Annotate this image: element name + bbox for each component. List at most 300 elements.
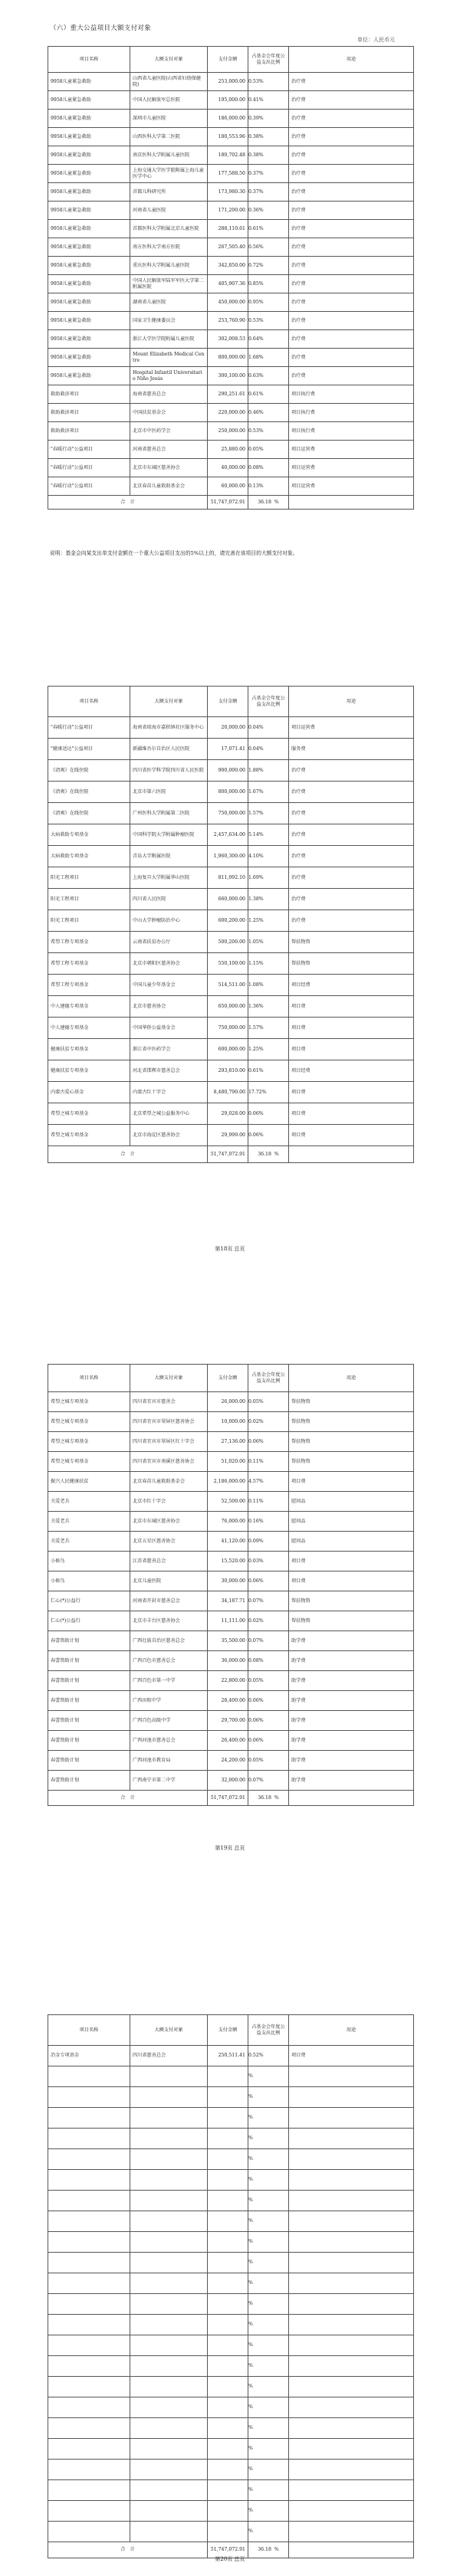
cell-purpose — [289, 2501, 414, 2522]
cell-payee: 深圳市儿童医院 — [130, 110, 208, 128]
table-row — [48, 2232, 414, 2253]
cell-purpose: 帮扶物资 — [289, 1432, 414, 1452]
ratio-value: 0.53 — [248, 317, 259, 323]
cell-amount: 650,000.00 — [208, 996, 248, 1018]
cell-ratio — [248, 2335, 289, 2356]
header-ratio: 占基金会年度公益支出比例 — [248, 687, 289, 717]
cell-purpose — [289, 2460, 414, 2480]
cell-amount: 300,100.00 — [208, 367, 248, 385]
cell-payee — [130, 2191, 208, 2211]
ratio-value: 0.05 — [248, 1677, 259, 1683]
percent-sign: % — [258, 1132, 264, 1138]
cell-payee: 北京希望之城公益服务中心 — [130, 1103, 208, 1125]
table-row — [48, 110, 414, 128]
cell-project-name: 春蕾资助计划 — [48, 1631, 130, 1651]
cell-ratio — [248, 717, 289, 739]
table-row — [48, 2066, 414, 2087]
cell-purpose: 治疗费 — [289, 889, 414, 910]
ratio-value: 0.52 — [248, 2053, 259, 2059]
cell-ratio — [248, 293, 289, 312]
cell-ratio — [248, 477, 289, 496]
header-project-name: 项目名称 — [48, 1365, 130, 1392]
table-row — [48, 2273, 414, 2294]
cell-payee — [130, 2480, 208, 2501]
cell-ratio — [248, 910, 289, 932]
header-ratio: 占基金会年度公益支出比例 — [248, 2015, 289, 2046]
table-row — [48, 257, 414, 275]
percent-sign: % — [248, 2115, 253, 2121]
cell-amount: 20,000.00 — [208, 717, 248, 739]
cell-project-name: "春暖行动"公益项目 — [48, 459, 130, 477]
cell-ratio — [248, 2397, 289, 2418]
ratio-value: 1.25 — [248, 1046, 259, 1052]
cell-purpose: 治疗费 — [289, 220, 414, 238]
cell-payee: 中国科学院大学附属肿瘤医院 — [130, 824, 208, 846]
cell-payee: 四川省慈善总会 — [130, 2046, 208, 2066]
cell-project-name — [48, 2232, 130, 2253]
cell-payee — [130, 2460, 208, 2480]
percent-sign: % — [248, 2466, 253, 2473]
table-row — [48, 404, 414, 422]
cell-purpose — [289, 2418, 414, 2439]
percent-sign: % — [258, 483, 264, 489]
percent-sign: % — [248, 2487, 253, 2493]
table-row — [48, 2253, 414, 2273]
cell-project-name: "春暖行动"公益项目 — [48, 717, 130, 739]
cell-ratio — [248, 330, 289, 349]
cell-amount: 186,000.00 — [208, 110, 248, 128]
cell-purpose — [289, 2149, 414, 2170]
table-row — [48, 2211, 414, 2232]
table-row — [48, 2418, 414, 2439]
cell-project-name: 仁心(*)公益行 — [48, 1591, 130, 1611]
percent-sign: % — [258, 1003, 264, 1009]
cell-purpose: 帮扶物资 — [289, 1412, 414, 1432]
percent-sign: % — [258, 1617, 264, 1624]
cell-purpose: 项目经费 — [289, 1060, 414, 1082]
cell-project-name: 希望工程专项基金 — [48, 953, 130, 975]
percent-sign: % — [258, 1657, 264, 1663]
cell-payee — [130, 2335, 208, 2356]
cell-payee: 云南省扶贫办公厅 — [130, 932, 208, 953]
cell-purpose: 治疗费 — [289, 146, 414, 165]
table-row — [48, 1731, 414, 1751]
total-amount: 51,747,072.91 — [208, 2542, 248, 2558]
cell-project-name — [48, 2108, 130, 2129]
table-row — [48, 2315, 414, 2335]
cell-project-name: 中人建德专项基金 — [48, 996, 130, 1018]
cell-ratio — [248, 2108, 289, 2129]
cell-project-name: 9958儿童紧急救助 — [48, 202, 130, 220]
cell-amount: 600,200.00 — [208, 910, 248, 932]
percent-sign: % — [248, 2363, 253, 2369]
cell-purpose: 项目费 — [289, 1125, 414, 1146]
cell-amount: 405,907.36 — [208, 275, 248, 293]
ratio-value: 0.41 — [248, 97, 259, 103]
cell-ratio — [248, 2129, 289, 2149]
table-row — [48, 459, 414, 477]
percent-sign: % — [258, 317, 264, 323]
percent-sign: % — [258, 1518, 264, 1524]
cell-purpose: 项目运营费 — [289, 441, 414, 459]
cell-project-name: 希望之城专项基金 — [48, 1432, 130, 1452]
cell-amount: 267,505.40 — [208, 238, 248, 257]
cell-amount: 342,850.00 — [208, 257, 248, 275]
percent-sign: % — [258, 354, 264, 360]
cell-payee: 广西百色市慈善总会 — [130, 1651, 208, 1671]
cell-purpose: 治疗费 — [289, 238, 414, 257]
cell-purpose — [289, 2480, 414, 2501]
table-row — [48, 275, 414, 293]
total-ratio-value: 36.18 — [258, 1151, 271, 1157]
cell-project-name: 9958儿童紧急救助 — [48, 146, 130, 165]
cell-ratio — [248, 2191, 289, 2211]
cell-ratio — [248, 312, 289, 330]
cell-payee — [130, 2149, 208, 2170]
cell-purpose: 项目费 — [289, 1571, 414, 1591]
table-row — [48, 1018, 414, 1039]
cell-project-name — [48, 2397, 130, 2418]
cell-payee: 首都儿科研究所 — [130, 183, 208, 202]
cell-payee: 北京春苗儿童救助基金会 — [130, 1472, 208, 1492]
cell-payee: 北京春苗儿童救助基金会 — [130, 477, 208, 496]
table-row — [48, 238, 414, 257]
cell-amount: 250,511.41 — [208, 2046, 248, 2066]
cell-payee: 上海复旦大学附属华山医院 — [130, 867, 208, 889]
percent-sign: % — [258, 810, 264, 816]
header-ratio: 占基金会年度公益支出比例 — [248, 1365, 289, 1392]
table-row — [48, 367, 414, 385]
cell-purpose: 助学费 — [289, 1671, 414, 1691]
ratio-value: 0.38 — [248, 152, 259, 158]
cell-project-name: 健康扶贫专项基金 — [48, 1039, 130, 1060]
cell-payee: 河南省开封市慈善总会 — [130, 1591, 208, 1611]
total-label: 合 计 — [48, 1146, 208, 1163]
percent-sign: % — [258, 170, 264, 176]
cell-ratio — [248, 1412, 289, 1432]
cell-project-name: 9958儿童紧急救助 — [48, 257, 130, 275]
cell-amount: 29,028.00 — [208, 1103, 248, 1125]
cell-amount: 76,000.00 — [208, 1512, 248, 1532]
table-row — [48, 1060, 414, 1082]
cell-amount: 17,071.41 — [208, 739, 248, 760]
header-project-name: 项目名称 — [48, 47, 130, 73]
cell-amount — [208, 2418, 248, 2439]
table-row — [48, 953, 414, 975]
cell-project-name: "春暖行动"公益项目 — [48, 477, 130, 496]
table-row — [48, 1125, 414, 1146]
cell-project-name: 希望工程专项基金 — [48, 932, 130, 953]
cell-amount: 51,020.00 — [208, 1452, 248, 1472]
ratio-value: 1.88 — [248, 767, 259, 773]
table-row — [48, 422, 414, 441]
cell-purpose: 项目执行费 — [289, 385, 414, 404]
cell-ratio — [248, 2501, 289, 2522]
cell-payee — [130, 2253, 208, 2273]
cell-amount: 29,700.00 — [208, 1711, 248, 1731]
cell-ratio — [248, 760, 289, 782]
cell-purpose: 帮扶物资 — [289, 953, 414, 975]
table-row — [48, 2377, 414, 2397]
cell-payee: 广西南宁市第二中学 — [130, 1771, 208, 1791]
cell-payee: 北京市丰台区慈善协会 — [130, 1611, 208, 1631]
cell-ratio — [248, 2149, 289, 2170]
table-row — [48, 1651, 414, 1671]
cell-amount: 750,000.00 — [208, 1018, 248, 1039]
cell-purpose: 治疗费 — [289, 846, 414, 867]
cell-amount — [208, 2522, 248, 2542]
cell-purpose: 慰问品 — [289, 1512, 414, 1532]
cell-project-name: 大病救助专项基金 — [48, 846, 130, 867]
percent-sign: % — [258, 831, 264, 837]
cell-purpose: 助学费 — [289, 1711, 414, 1731]
cell-ratio — [248, 1452, 289, 1472]
ratio-value: 0.06 — [248, 1110, 259, 1116]
table-row — [48, 975, 414, 996]
ratio-value: 0.39 — [248, 115, 259, 121]
cell-payee — [130, 2522, 208, 2542]
cell-amount: 250,000.00 — [208, 422, 248, 441]
cell-payee: 河南省慈善总会 — [130, 441, 208, 459]
cell-purpose — [289, 2087, 414, 2108]
cell-payee — [130, 2066, 208, 2087]
cell-project-name: 健康扶贫专项基金 — [48, 1060, 130, 1082]
cell-payee: 上海交通大学医学院附属上海儿童医学中心 — [130, 165, 208, 183]
cell-project-name: 救助救济项目 — [48, 385, 130, 404]
percent-sign: % — [258, 939, 264, 945]
ratio-value: 1.08 — [248, 982, 259, 988]
cell-project-name: 振兴人民健康扶贫 — [48, 1472, 130, 1492]
cell-payee: 广西河池市慈善总会 — [130, 1731, 208, 1751]
cell-amount: 11,111.00 — [208, 1611, 248, 1631]
cell-payee — [130, 2294, 208, 2315]
cell-ratio — [248, 975, 289, 996]
header-payee: 大额支付对象 — [130, 47, 208, 73]
cell-ratio — [248, 257, 289, 275]
cell-ratio — [248, 2066, 289, 2087]
percent-sign: % — [258, 746, 264, 752]
cell-purpose: 帮扶物资 — [289, 932, 414, 953]
cell-ratio — [248, 2046, 289, 2066]
cell-purpose: 治疗费 — [289, 760, 414, 782]
percent-sign: % — [274, 499, 279, 505]
cell-ratio — [248, 404, 289, 422]
ratio-value: 1.25 — [248, 917, 259, 923]
cell-amount — [208, 2232, 248, 2253]
percent-sign: % — [248, 2094, 253, 2100]
cell-project-name: 小候鸟 — [48, 1552, 130, 1571]
cell-project-name — [48, 2273, 130, 2294]
cell-payee: 北京市红十字会 — [130, 1492, 208, 1512]
cell-project-name: 9958儿童紧急救助 — [48, 220, 130, 238]
percent-sign: % — [258, 1046, 264, 1052]
cell-purpose — [289, 2315, 414, 2335]
cell-payee: 北京市慈善协会 — [130, 996, 208, 1018]
cell-purpose: 治疗费 — [289, 824, 414, 846]
cell-ratio — [248, 1631, 289, 1651]
table-row — [48, 202, 414, 220]
table-row — [48, 1671, 414, 1691]
ratio-value: 0.13 — [248, 483, 259, 489]
cell-ratio — [248, 1125, 289, 1146]
cell-ratio — [248, 1432, 289, 1452]
cell-purpose — [289, 2294, 414, 2315]
percent-sign: % — [258, 1398, 264, 1404]
cell-project-name: 《清爽》在线住院 — [48, 782, 130, 803]
cell-ratio — [248, 110, 289, 128]
cell-project-name: 关爱老兵 — [48, 1492, 130, 1512]
percent-sign: % — [258, 874, 264, 880]
page-number: 第18页 总页 — [215, 1246, 245, 1252]
cell-ratio — [248, 2232, 289, 2253]
cell-project-name — [48, 2170, 130, 2191]
header-purpose: 用途 — [289, 1365, 414, 1392]
cell-purpose: 项目运营费 — [289, 717, 414, 739]
percent-sign: % — [258, 1478, 264, 1484]
cell-ratio — [248, 867, 289, 889]
ratio-value: 0.61 — [248, 225, 259, 231]
cell-purpose — [289, 2439, 414, 2460]
ratio-value: 0.16 — [248, 1518, 259, 1524]
cell-payee — [130, 2087, 208, 2108]
percent-sign: % — [248, 2342, 253, 2348]
percent-sign: % — [248, 2156, 253, 2162]
cell-ratio — [248, 2480, 289, 2501]
cell-purpose: 项目费 — [289, 1039, 414, 1060]
table-row — [48, 910, 414, 932]
cell-purpose: 帮扶物资 — [289, 1591, 414, 1611]
cell-ratio — [248, 739, 289, 760]
table-row — [48, 2480, 414, 2501]
table-row — [48, 717, 414, 739]
table-row — [48, 2087, 414, 2108]
ratio-value: 0.02 — [248, 1617, 259, 1624]
ratio-value: 4.10 — [248, 853, 259, 859]
cell-purpose: 治疗费 — [289, 330, 414, 349]
cell-ratio — [248, 1611, 289, 1631]
cell-project-name — [48, 2129, 130, 2149]
cell-purpose — [289, 2170, 414, 2191]
cell-purpose: 助学费 — [289, 1771, 414, 1791]
table-row — [48, 128, 414, 146]
cell-purpose: 助学费 — [289, 1631, 414, 1651]
cell-amount — [208, 2294, 248, 2315]
cell-purpose: 治疗费 — [289, 782, 414, 803]
total-label: 合 计 — [48, 2542, 208, 2558]
cell-project-name: 春蕾资助计划 — [48, 1711, 130, 1731]
cell-project-name: 阳光工程项目 — [48, 889, 130, 910]
cell-project-name: 9958儿童紧急救助 — [48, 349, 130, 367]
cell-purpose: 项目执行费 — [289, 404, 414, 422]
cell-purpose — [289, 2522, 414, 2542]
percent-sign: % — [258, 225, 264, 231]
cell-purpose: 治疗费 — [289, 349, 414, 367]
table-row — [48, 1532, 414, 1552]
table-row — [48, 1492, 414, 1512]
total-ratio — [248, 1791, 289, 1806]
percent-sign: % — [258, 115, 264, 121]
percent-sign: % — [258, 1717, 264, 1723]
cell-ratio — [248, 1512, 289, 1532]
ratio-value: 0.38 — [248, 133, 259, 139]
cell-project-name — [48, 2356, 130, 2377]
percent-sign: % — [258, 1418, 264, 1424]
cell-ratio — [248, 441, 289, 459]
table-header-row — [48, 47, 414, 73]
cell-project-name — [48, 2377, 130, 2397]
ratio-value: 1.36 — [248, 1003, 259, 1009]
header-payee: 大额支付对象 — [130, 687, 208, 717]
percent-sign: % — [258, 1067, 264, 1073]
table-note: 说明：基金会向某支出单支付金额在一个重大公益项目支出的5%以上的，请完善在该项目的大额支付对象。 — [50, 550, 298, 556]
percent-sign: % — [248, 2322, 253, 2328]
ratio-value: 0.61 — [248, 391, 259, 397]
percent-sign: % — [258, 446, 264, 452]
cell-payee: 四川省人民医院 — [130, 889, 208, 910]
header-payee: 大额支付对象 — [130, 2015, 208, 2046]
cell-project-name: 希望之城专项基金 — [48, 1452, 130, 1472]
table-row — [48, 1432, 414, 1452]
cell-purpose: 慰问品 — [289, 1532, 414, 1552]
table-row — [48, 1452, 414, 1472]
cell-amount: 900,000.00 — [208, 760, 248, 782]
payments-table-2 — [48, 686, 414, 1163]
table-row — [48, 2335, 414, 2356]
cell-project-name: 9958儿童紧急救助 — [48, 165, 130, 183]
ratio-value: 0.03 — [248, 1558, 259, 1564]
cell-ratio — [248, 183, 289, 202]
cell-amount — [208, 2356, 248, 2377]
cell-payee: 北京市第六医院 — [130, 782, 208, 803]
cell-purpose: 助学费 — [289, 1691, 414, 1711]
percent-sign: % — [274, 2547, 279, 2553]
total-ratio-value: 36.18 — [258, 499, 271, 505]
percent-sign: % — [258, 409, 264, 415]
cell-purpose: 项目费 — [289, 996, 414, 1018]
cell-project-name — [48, 2315, 130, 2335]
cell-ratio — [248, 2273, 289, 2294]
ratio-value: 0.05 — [248, 446, 259, 452]
cell-amount: 302,008.53 — [208, 330, 248, 349]
table-row — [48, 2356, 414, 2377]
cell-payee: 南方医科大学南方医院 — [130, 238, 208, 257]
percent-sign: % — [258, 207, 264, 213]
cell-amount — [208, 2460, 248, 2480]
table-row — [48, 2294, 414, 2315]
cell-project-name — [48, 2418, 130, 2439]
cell-amount: 26,400.00 — [208, 1731, 248, 1751]
cell-payee — [130, 2232, 208, 2253]
cell-project-name: 9958儿童紧急救助 — [48, 183, 130, 202]
cell-payee: 广西百色市第一中学 — [130, 1671, 208, 1691]
total-amount: 51,747,072.91 — [208, 496, 248, 510]
ratio-value: 0.06 — [248, 1578, 259, 1584]
ratio-value: 0.46 — [248, 409, 259, 415]
cell-ratio — [248, 459, 289, 477]
cell-ratio — [248, 1532, 289, 1552]
cell-ratio — [248, 1039, 289, 1060]
percent-sign: % — [258, 262, 264, 268]
cell-amount: 24,200.00 — [208, 1751, 248, 1771]
cell-purpose — [289, 2232, 414, 2253]
table-row — [48, 1082, 414, 1103]
percent-sign: % — [258, 464, 264, 470]
percent-sign: % — [248, 2260, 253, 2266]
cell-project-name — [48, 2066, 130, 2087]
table-row — [48, 1512, 414, 1532]
cell-amount: 811,092.10 — [208, 867, 248, 889]
cell-ratio — [248, 2418, 289, 2439]
